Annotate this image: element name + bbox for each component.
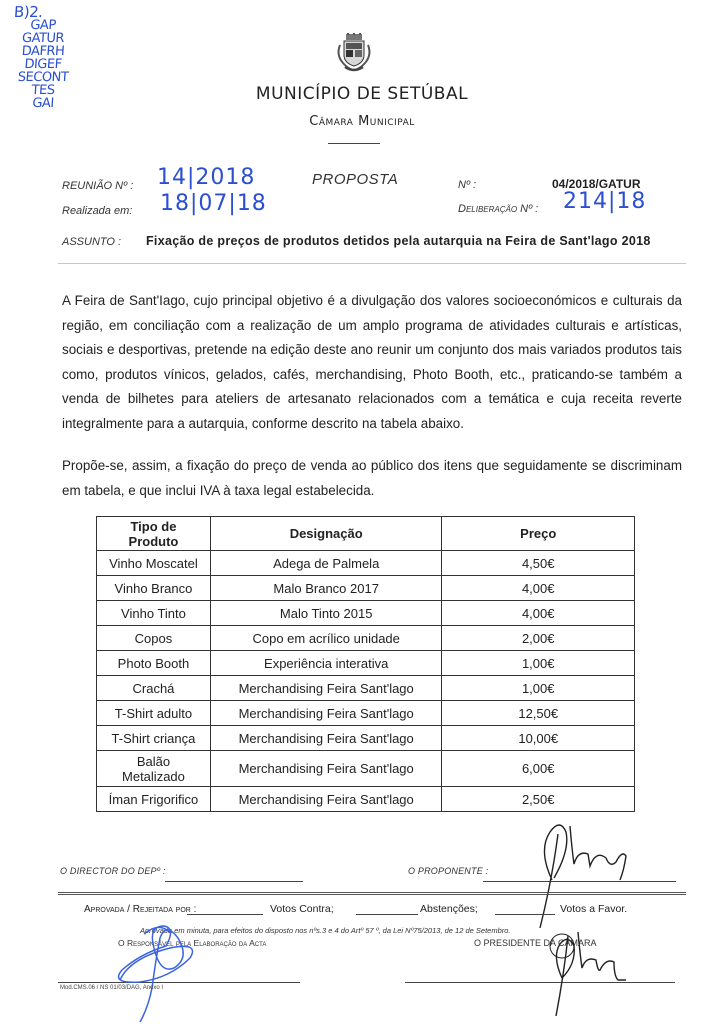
cell-preco: 2,50€ xyxy=(442,787,635,812)
cell-designacao: Merchandising Feira Sant'lago xyxy=(210,676,442,701)
minute-note: Aprovada em minuta, para efeitos do disposto nos nºs.3 e 4 do Artº 57 º, da Lei Nº75/2013, de 12 de Setembro. xyxy=(140,926,511,935)
header-tipo: Tipo de Produto xyxy=(97,517,211,551)
municipality-title: MUNICÍPIO DE SETÚBAL xyxy=(255,84,469,104)
presidente-signature-icon xyxy=(548,928,658,1018)
assunto-label: ASSUNTO : xyxy=(62,236,122,248)
table-row xyxy=(97,651,635,676)
table-row xyxy=(97,551,635,576)
cell-preco: 10,00€ xyxy=(442,726,635,751)
aprovada-label: Aprovada / Rejeitada por : xyxy=(84,904,197,915)
cell-designacao: Adega de Palmela xyxy=(210,551,442,576)
cell-designacao: Copo em acrílico unidade xyxy=(210,626,442,651)
deliberacao-label: Deliberação Nº : xyxy=(458,203,539,215)
routing-code: GAP xyxy=(29,18,57,33)
cell-tipo: Íman Frigorifico xyxy=(97,787,211,812)
table-row xyxy=(97,726,635,751)
cell-designacao: Merchandising Feira Sant'lago xyxy=(210,726,442,751)
reuniao-label: REUNIÃO Nº : xyxy=(62,180,134,192)
coat-of-arms-icon xyxy=(333,33,375,73)
cell-designacao: Malo Branco 2017 xyxy=(210,576,442,601)
realizada-date: 18|07|18 xyxy=(160,191,267,216)
routing-code: SECONT xyxy=(17,70,69,85)
header-designacao: Designação xyxy=(210,517,442,551)
routing-code: GAI xyxy=(31,96,55,111)
approval-divider xyxy=(58,892,686,895)
table-row xyxy=(97,601,635,626)
cell-preco: 1,00€ xyxy=(442,676,635,701)
realizada-label: Realizada em: xyxy=(62,205,133,217)
responsavel-label: O Responsável pela Elaboração da Acta xyxy=(118,938,267,948)
responsavel-signature-icon xyxy=(100,918,220,1024)
table-row xyxy=(97,576,635,601)
routing-code: GATUR xyxy=(21,31,65,46)
cell-preco: 6,00€ xyxy=(442,751,635,787)
cell-tipo: Vinho Branco xyxy=(97,576,211,601)
votos-contra-label: Votos Contra; xyxy=(270,903,334,915)
subject-divider xyxy=(58,263,686,264)
approval-row xyxy=(84,903,196,915)
intro-paragraph: A Feira de Sant'Iago, cujo principal objetivo é a divulgação dos valores socioeconómicos e culturais da região, em conciliação com a realização de um amplo programa de atividades culturais e artísticas, sociais e desportivas, pretende na edição deste ano reunir um conjunto dos mais variados produtos tais como, produtos vínicos, gelados, cafés, merchandising, Photo Booth, etc., praticando-se também a venda de bilhetes para ateliers de artesanato relacionados com a temática e cuja receita reverte integralmente para a autarquia, conforme descrito na tabela abaixo. xyxy=(62,293,682,431)
routing-code: DIGEF xyxy=(23,57,63,72)
director-signature-line[interactable] xyxy=(165,881,303,882)
cell-tipo: Photo Booth xyxy=(97,651,211,676)
table-row xyxy=(97,751,635,787)
reuniao-number: 14|2018 xyxy=(157,165,256,190)
cell-preco: 12,50€ xyxy=(442,701,635,726)
numero-label: Nº : xyxy=(458,179,477,191)
cell-preco: 4,00€ xyxy=(442,601,635,626)
table-row xyxy=(97,701,635,726)
cell-preco: 1,00€ xyxy=(442,651,635,676)
votos-contra-field[interactable] xyxy=(356,914,418,915)
proposal-number: 04/2018/GATUR xyxy=(552,177,641,191)
header-preco: Preço xyxy=(442,517,635,551)
proponente-label: O PROPONENTE : xyxy=(408,866,489,876)
votos-favor-label: Votos a Favor. xyxy=(560,903,628,915)
proposal-paragraph: Propõe-se, assim, a fixação do preço de venda ao público dos itens que seguidamente se discriminam em tabela, e que inclui IVA à taxa legal estabelecida. xyxy=(62,458,682,498)
cell-tipo: T-Shirt criança xyxy=(97,726,211,751)
price-table xyxy=(96,516,635,812)
cell-tipo: Vinho Tinto xyxy=(97,601,211,626)
header-divider xyxy=(328,143,380,144)
director-label: O DIRECTOR DO DEPº : xyxy=(60,866,166,876)
cell-tipo: Vinho Moscatel xyxy=(97,551,211,576)
abstencoes-field[interactable] xyxy=(495,914,555,915)
document-type: PROPOSTA xyxy=(312,171,399,188)
cell-tipo: T-Shirt adulto xyxy=(97,701,211,726)
table-header-row xyxy=(97,517,635,551)
aprovada-field[interactable] xyxy=(187,914,263,915)
cell-preco: 4,00€ xyxy=(442,576,635,601)
cell-tipo: Balão Metalizado xyxy=(97,751,211,787)
cell-preco: 2,00€ xyxy=(442,626,635,651)
cell-designacao: Merchandising Feira Sant'lago xyxy=(210,787,442,812)
routing-code: TES xyxy=(31,83,55,98)
model-reference: Mod.CMS.06 / NS 01/03/DAG, Anexo I xyxy=(60,985,164,991)
council-subtitle: Câmara Municipal xyxy=(309,114,415,129)
cell-designacao: Experiência interativa xyxy=(210,651,442,676)
deliberacao-number: 214|18 xyxy=(563,189,647,214)
table-row xyxy=(97,676,635,701)
routing-code: DAFRH xyxy=(21,44,65,59)
abstencoes-label: Abstenções; xyxy=(420,903,478,915)
subject: Fixação de preços de produtos detidos pela autarquia na Feira de Sant'lago 2018 xyxy=(146,234,651,248)
table-row xyxy=(97,626,635,651)
presidente-label: O PRESIDENTE DA CÂMARA xyxy=(474,938,597,948)
cell-designacao: Malo Tinto 2015 xyxy=(210,601,442,626)
cell-tipo: Copos xyxy=(97,626,211,651)
cell-designacao: Merchandising Feira Sant'lago xyxy=(210,701,442,726)
cell-designacao: Merchandising Feira Sant'lago xyxy=(210,751,442,787)
table-row xyxy=(97,787,635,812)
cell-preco: 4,50€ xyxy=(442,551,635,576)
routing-code: B)2. xyxy=(13,3,44,21)
cell-tipo: Crachá xyxy=(97,676,211,701)
